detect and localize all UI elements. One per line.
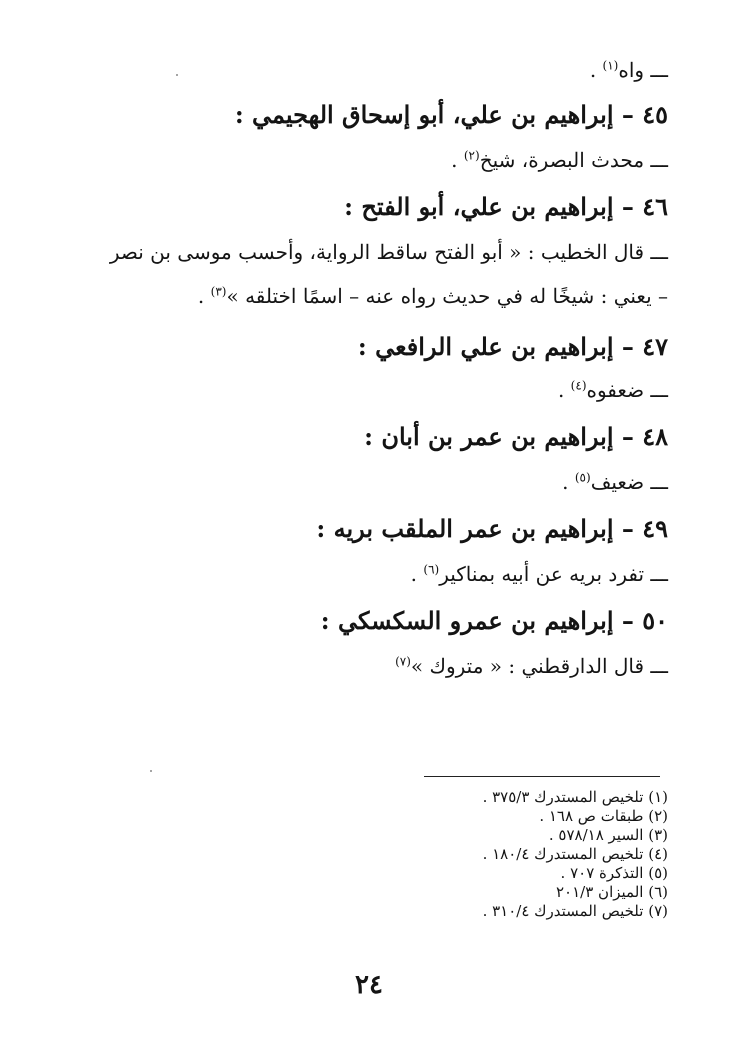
footnote-ref: (٣) <box>210 284 227 299</box>
footnote-6: (٦) الميزان ٢٠١/٣ <box>556 883 668 901</box>
line-text: ـــ ضعيف <box>590 470 668 494</box>
footnote-5: (٥) التذكرة ٧٠٧ . <box>560 864 668 882</box>
footnote-separator <box>424 776 660 777</box>
line-tail: . <box>589 58 603 82</box>
line-tail: . <box>562 470 575 494</box>
scan-speck <box>176 74 178 76</box>
entry-46-comment-line2 <box>198 284 668 308</box>
footnote-1: (١) تلخيص المستدرك ٣٧٥/٣ . <box>482 788 668 806</box>
entry-49-heading <box>316 514 668 543</box>
entry-44-comment <box>590 58 668 82</box>
footnote-ref: (٧) <box>395 654 411 669</box>
line-text: ـــ واه <box>618 58 668 82</box>
line-text: ـــ تفرد بريه عن أبيه بمناكير <box>439 562 668 586</box>
page-number: ٢٤ <box>355 970 383 1000</box>
entry-46-heading <box>344 192 668 221</box>
line-tail: . <box>557 378 571 402</box>
entry-45-comment <box>451 148 668 172</box>
line-tail: . <box>197 284 211 308</box>
entry-48-comment <box>562 470 668 494</box>
footnote-ref: (٥) <box>574 470 591 485</box>
footnote-ref: (٤) <box>570 378 587 393</box>
entry-48-heading <box>364 422 668 451</box>
line-text: – يعني : شيخًا له في حديث رواه عنه – اسمًا اختلقه » <box>226 284 668 308</box>
footnote-ref: (٢) <box>463 148 480 163</box>
entry-46-comment-line1 <box>110 240 668 264</box>
entry-49-comment <box>411 562 668 586</box>
heading-text: ٤٧ – إبراهيم بن علي الرافعي : <box>357 332 668 361</box>
line-text: ـــ ضعفوه <box>586 378 668 402</box>
footnotes <box>483 788 668 921</box>
entry-45-heading <box>235 100 668 129</box>
entry-50-comment <box>395 654 668 678</box>
line-tail: . <box>451 148 464 172</box>
heading-text: ٤٨ – إبراهيم بن عمر بن أبان : <box>364 422 668 451</box>
heading-text: ٥٠ – إبراهيم بن عمرو السكسكي : <box>320 606 668 635</box>
line-text: ـــ محدث البصرة، شيخ <box>479 148 668 172</box>
entry-47-heading <box>358 332 668 361</box>
footnote-4: (٤) تلخيص المستدرك ١٨٠/٤ . <box>482 845 668 863</box>
heading-text: ٤٦ – إبراهيم بن علي، أبو الفتح : <box>344 192 668 221</box>
footnote-ref: (١) <box>602 58 619 73</box>
line-text: ـــ قال الدارقطني : « متروك » <box>410 654 668 678</box>
heading-text: ٤٥ – إبراهيم بن علي، أبو إسحاق الهجيمي : <box>234 100 668 129</box>
entry-47-comment <box>558 378 668 402</box>
heading-text: ٤٩ – إبراهيم بن عمر الملقب بريه : <box>316 514 668 543</box>
footnote-ref: (٦) <box>423 562 440 577</box>
line-text: ـــ قال الخطيب : « أبو الفتح ساقط الرواية، وأحسب موسى بن نصر <box>109 240 668 264</box>
scan-speck <box>150 770 152 772</box>
line-tail: . <box>410 562 424 586</box>
footnote-3: (٣) السير ٥٧٨/١٨ . <box>548 826 668 844</box>
entry-50-heading <box>321 606 668 635</box>
footnote-2: (٢) طبقات ص ١٦٨ . <box>539 807 668 825</box>
footnote-7: (٧) تلخيص المستدرك ٣١٠/٤ . <box>482 902 668 920</box>
